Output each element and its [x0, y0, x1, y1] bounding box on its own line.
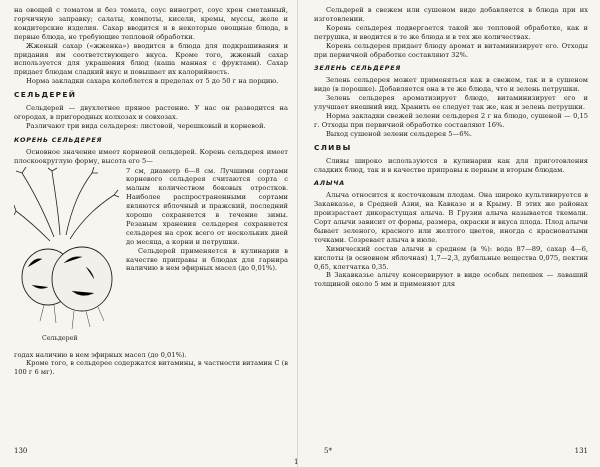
right-paragraph-5: Зелень сельдерея ароматизирует блюдо, витаминизирует его и улучшает внешний вид. Хранить ее следует так же, как и зелень петрушки.	[314, 94, 588, 112]
left-page-number: 130	[14, 447, 28, 456]
left-paragraph-3: Норма закладки сахара колеблется в пределах от 5 до 50 г на порцию.	[26, 77, 279, 86]
celery-heading: СЕЛЬДЕРЕЙ	[14, 90, 77, 100]
figure-and-sidetext	[14, 167, 288, 351]
side-paragraph-2: Сельдерей применяется в кулинарии в качестве приправы и блюдах для гарнира наличию в нем эфирных масел (до 0,01%).	[126, 246, 288, 273]
side-paragraph-1: 7 см, диаметр 6—8 см. Лучшими сортами корневого сельдерея считаются сорта с малым количеством боковых отростков. Наиболее распространенными сортами являются яблочный и пражский, последний хорошо сохраняется в течение зимы. Резаным хранения сельдерея сохраняется сельдерея на срок всего от нескольких дней до месяца, а корни и петрушки.	[126, 166, 288, 246]
celery-illustration	[14, 167, 122, 351]
right-paragraph-7: Выход сушеной зелени сельдерея 5—6%.	[326, 129, 472, 138]
left-paragraph-1: на овощей с томатом и без томата, соус винегрет, соус хрен сметанный, горчичную заправку; салаты, компоты, кисели, кремы, муссы, желе и кондитерские изделия. Сахар вводится и в некоторые овощные блюда, в первые блюда, не требующие тепловой обработки.	[14, 6, 288, 41]
figure-side-text	[126, 167, 288, 274]
right-paragraph-3: Корень сельдерея придает блюду аромат и витаминизирует его. Отходы при первичной обработке составляют 32%.	[314, 41, 588, 59]
celery-root-heading: КОРЕНЬ СЕЛЬДЕРЕЯ	[14, 135, 103, 144]
right-page	[314, 6, 588, 454]
right-paragraph-10: Химический состав алычи в среднем (в %): вода 87—89, сахар 4—6, кислоты (в основном яблочная) 1,7—2,3, дубильные вещества 0,075, пектин 0,65, клетчатка 0,35.	[314, 244, 588, 271]
left-page	[14, 6, 288, 454]
spread-marker: 1	[294, 458, 299, 466]
alycha-heading: АЛЫЧА	[314, 179, 345, 188]
right-paragraph-2: Корень сельдерея подвергается такой же тепловой обработке, как и петрушка, и вводится в те же блюда и в тех же количествах.	[314, 23, 588, 41]
left-paragraph-5: Различают три вида сельдерея: листовой, черешковый и корневой.	[26, 121, 266, 130]
celery-greens-heading: ЗЕЛЕНЬ СЕЛЬДЕРЕЯ	[314, 64, 402, 73]
plums-heading: СЛИВЫ	[314, 142, 352, 152]
left-paragraph-4: Сельдерей — двухлетнее пряное растение. У нас он разводится на огородах, в пригородных колхозах и совхозах.	[14, 104, 288, 121]
right-paragraph-4: Зелень сельдерея может применяться как в свежем, так и в сушеном виде (в порошке). Добавляется она в те же блюда, что и зелень петрушки.	[314, 76, 588, 94]
left-paragraph-8: Кроме того, в сельдерее содержатся витамины, в частности витамин С (в 100 г 6 мг).	[14, 359, 288, 377]
figure-caption: Сельдерей	[42, 334, 78, 342]
book-gutter	[297, 0, 298, 467]
right-paragraph-11: В Закавказье алычу консервируют в виде особых лепешек — лаваший толщиной около 5 мм и применяют для	[314, 271, 588, 289]
left-paragraph-7: годах наличию в нем эфирных масел (до 0,01%).	[14, 350, 187, 359]
right-paragraph-6: Норма закладки свежей зелени сельдерея 2 г на блюдо, сушеной — 0,15 г. Отходы при первичной обработке составляют 16%.	[314, 111, 588, 129]
left-paragraph-2: Жженый сахар («жженка») вводится в блюда для подкрашивания и придания им соответствующего вкуса. Кроме того, жженый сахар используется для украшения блюд (каша манная с фруктами). Сахар придает блюдам сладкий вкус и повышает их калорийность.	[14, 41, 288, 77]
signature-mark: 5*	[324, 447, 332, 456]
right-paragraph-1: Сельдерей в свежем или сушеном виде добавляется в блюда при их изготовлении.	[314, 6, 588, 23]
right-page-number: 131	[574, 447, 588, 456]
right-paragraph-8: Сливы широко используются в кулинарии как для приготовления сладких блюд, так и в качестве приправы к первым и вторым блюдам.	[314, 156, 588, 174]
left-paragraph-6: Основное значение имеет корневой сельдерей. Корень сельдерея имеет плоскоокруглую форму, высота его 5—	[14, 147, 288, 165]
right-paragraph-9: Алыча относится к косточковым плодам. Она широко культивируется в Закавказье, в Средней Азии, на Кавказе и в Крыму. В этих же районах произрастает дикорастущая алыча. В Грузии алыча называется ткемали. Сорт алычи зависит от формы, размера, окраски и вкуса плода. Плод алычи бывает зеленого, красного или желтого цветов, иногда с красноватыми точками. Созревает алыча в июле.	[314, 191, 588, 244]
